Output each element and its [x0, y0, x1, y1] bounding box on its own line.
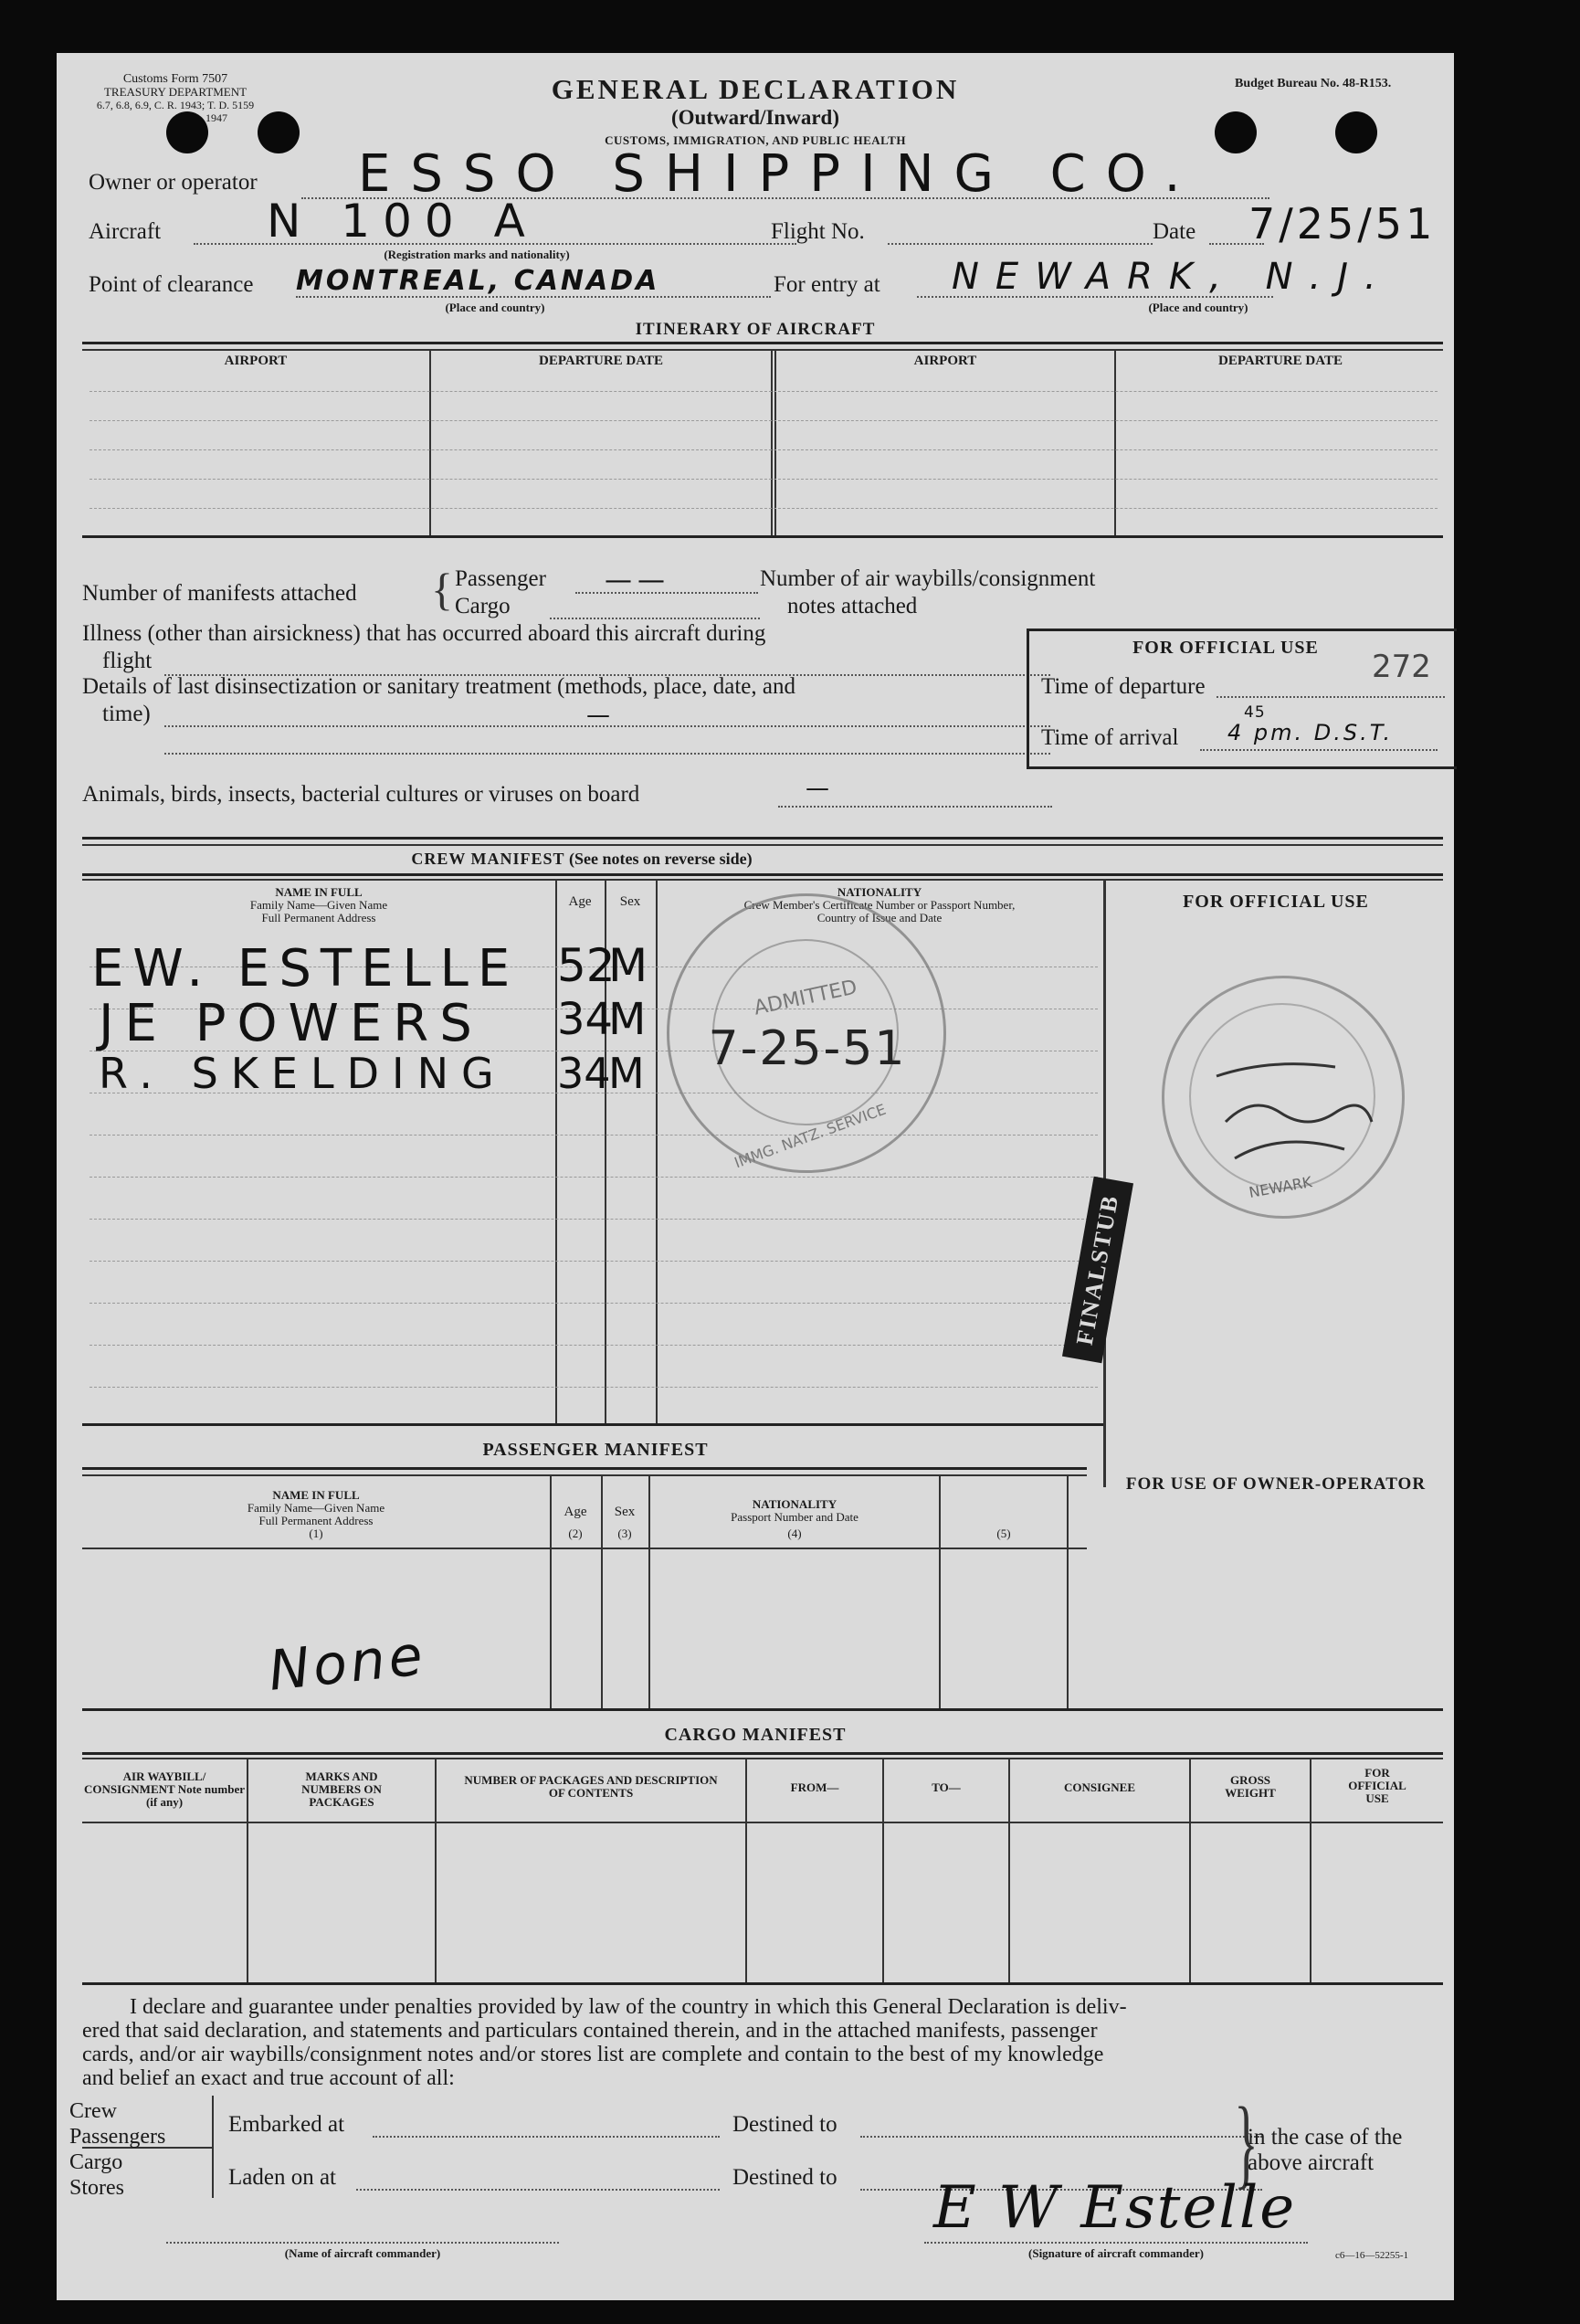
stamp-admitted: ADMITTED: [752, 976, 859, 1020]
passenger-col-nationality: NATIONALITY: [752, 1497, 837, 1511]
commander-signature: E W Estelle: [933, 2174, 1297, 2242]
flight-label: Flight No.: [771, 219, 865, 244]
declaration-line-4: and belief an exact and true account of all:: [82, 2066, 455, 2090]
crew-manifest-note: (See notes on reverse side): [569, 850, 753, 868]
embarked-label: Embarked at: [228, 2112, 345, 2137]
arrival-time-label: Time of arrival: [1041, 725, 1179, 750]
itinerary-header-airport: AIRPORT: [224, 354, 288, 368]
arrival-time-minutes: 45: [1244, 703, 1266, 722]
dash-mark: —: [806, 775, 835, 802]
signature-caption: (Signature of aircraft commander): [1028, 2246, 1204, 2260]
decl-cargo: Cargo: [69, 2150, 123, 2174]
aircraft-label: Aircraft: [89, 219, 162, 244]
declaration-form: [57, 53, 1454, 2300]
punch-hole: [258, 111, 300, 153]
arrival-time-value: 4 pm. D.S.T.: [1227, 720, 1394, 745]
itinerary-title: ITINERARY OF AIRCRAFT: [635, 320, 876, 339]
destined-label-2: Destined to: [732, 2165, 837, 2190]
form-subtitle-2: CUSTOMS, IMMIGRATION, AND PUBLIC HEALTH: [605, 133, 906, 147]
stamp-ring-text: IMMG. NATZ. SERVICE: [732, 1100, 889, 1172]
illness-label: Illness (other than airsickness) that has occurred aboard this aircraft during: [82, 621, 766, 646]
name-caption: (Name of aircraft commander): [284, 2246, 441, 2260]
cargo-col-marks: MARKS AND NUMBERS ON PACKAGES: [301, 1769, 382, 1809]
dash-mark: —: [586, 702, 616, 729]
crew-row-3-age: 34: [557, 1049, 611, 1098]
passenger-col-5-num: (5): [996, 1526, 1011, 1540]
passenger-col-age: Age: [564, 1505, 587, 1519]
disinsect-label-2: time): [102, 702, 151, 726]
crew-row-3-sex: M: [608, 1049, 645, 1098]
crew-row-2-sex: M: [608, 994, 647, 1045]
crew-row-1-name: EW. ESTELLE: [91, 939, 520, 998]
clearance-value: MONTREAL, CANADA: [296, 265, 660, 297]
punch-hole: [1215, 111, 1257, 153]
passenger-col-nationality-num: (4): [787, 1526, 802, 1540]
cargo-label: Cargo: [455, 594, 511, 618]
crew-row-2-age: 34: [557, 994, 614, 1045]
decl-crew: Crew: [69, 2099, 117, 2123]
brace-glyph: {: [431, 564, 453, 615]
form-subtitle: (Outward/Inward): [670, 106, 839, 129]
in-case-label-1: in the case of the: [1248, 2125, 1403, 2150]
crew-title-line: [57, 850, 1107, 869]
brace-glyph: }: [1234, 2086, 1259, 2198]
passenger-col-nationality-sub: Passport Number and Date: [731, 1510, 858, 1524]
waybills-label-2: notes attached: [787, 594, 918, 618]
cargo-col-packages: NUMBER OF PACKAGES AND DESCRIPTION OF CONTENTS: [464, 1773, 718, 1800]
manifests-label: Number of manifests attached: [82, 581, 357, 606]
punch-hole: [1335, 111, 1377, 153]
aircraft-value: N 100 A: [267, 195, 538, 248]
laden-label: Laden on at: [228, 2165, 337, 2190]
passenger-label: Passenger: [455, 566, 546, 591]
vertical-stamp: FINALSTUB: [1062, 1177, 1133, 1364]
stamp-date: 7-25-51: [708, 1021, 907, 1076]
references: 6.7, 6.8, 6.9, C. R. 1943; T. D. 5159: [96, 99, 255, 111]
declaration-line-2: ered that said declaration, and statements and particulars contained therein, and in the attached manifests, passenger: [82, 2019, 1098, 2043]
entry-note: (Place and country): [1148, 301, 1248, 314]
passenger-col-sex: Sex: [614, 1505, 636, 1519]
cargo-manifest-title: CARGO MANIFEST: [664, 1725, 847, 1745]
passenger-col-name-num: (1): [309, 1526, 323, 1540]
passenger-entry: None: [265, 1623, 429, 1704]
clearance-note: (Place and country): [445, 301, 545, 314]
passenger-col-sex-num: (3): [617, 1526, 632, 1540]
declaration-line-1: I declare and guarantee under penalties provided by law of the country in which this General Declaration is deliv-: [130, 1995, 1127, 2019]
animals-label: Animals, birds, insects, bacterial cultures or viruses on board: [82, 782, 640, 807]
owner-operator-use: FOR USE OF OWNER-OPERATOR: [1125, 1474, 1427, 1494]
passenger-col-age-num: (2): [568, 1526, 583, 1540]
crew-col-age: Age: [568, 894, 592, 909]
date-value: 7/25/51: [1248, 199, 1437, 248]
crew-col-name: NAME IN FULL: [275, 885, 363, 899]
crew-official-use: FOR OFFICIAL USE: [1183, 892, 1369, 912]
print-code: c6—16—52255-1: [1334, 2250, 1409, 2261]
destined-label-1: Destined to: [732, 2112, 837, 2137]
cargo-col-to: TO—: [932, 1780, 961, 1794]
declaration-line-3: cards, and/or air waybills/consignment notes and/or stores list are complete and contain to the best of my knowledge: [82, 2043, 1104, 2066]
crew-col-nationality-sub2: Country of Issue and Date: [816, 911, 943, 924]
official-stamp-scribble: [1198, 1021, 1381, 1186]
crew-row-3-name: R. SKELDING: [99, 1049, 507, 1098]
entry-label: For entry at: [774, 272, 880, 297]
form-number: Customs Form 7507: [122, 72, 228, 86]
crew-col-name-sub1: Family Name—Given Name: [249, 898, 388, 912]
aircraft-note: (Registration marks and nationality): [384, 248, 570, 261]
budget-bureau-number: Budget Bureau No. 48-R153.: [1235, 77, 1392, 90]
form-title: GENERAL DECLARATION: [551, 73, 960, 105]
date-label: Date: [1153, 219, 1196, 244]
clearance-label: Point of clearance: [89, 272, 254, 297]
owner-label: Owner or operator: [89, 170, 258, 195]
crew-row-2-name: JE POWERS: [99, 994, 483, 1053]
official-number: 272: [1372, 649, 1431, 685]
official-use-title: FOR OFFICIAL USE: [1132, 638, 1319, 658]
in-case-label-2: above aircraft: [1248, 2150, 1375, 2175]
cargo-col-waybill: AIR WAYBILL/ CONSIGNMENT Note number (if any): [84, 1769, 245, 1809]
cargo-col-from: FROM—: [790, 1780, 839, 1794]
crew-col-sex: Sex: [619, 894, 641, 909]
passenger-manifest-title: PASSENGER MANIFEST: [482, 1440, 709, 1460]
crew-col-nationality-sub1: Crew Member's Certificate Number or Passport Number,: [743, 898, 1016, 912]
dash-mark: ——: [605, 565, 670, 597]
passenger-col-name: NAME IN FULL: [272, 1488, 360, 1502]
passenger-col-name-sub1: Family Name—Given Name: [247, 1501, 385, 1515]
crew-manifest-title: CREW MANIFEST: [411, 850, 565, 868]
cargo-col-official: FOR OFFICIAL USE: [1348, 1766, 1406, 1805]
disinsect-label: Details of last disinsectization or sanitary treatment (methods, place, date, and: [82, 674, 795, 699]
illness-label-2: flight: [102, 649, 153, 673]
entry-value: NEWARK, N.J.: [952, 256, 1393, 298]
official-stamp-text: NEWARK: [1248, 1173, 1313, 1201]
form-year: 1947: [205, 111, 227, 124]
decl-passengers: Passengers: [69, 2125, 166, 2149]
crew-row-1-age: 52: [557, 939, 616, 992]
cargo-col-consignee: CONSIGNEE: [1063, 1780, 1136, 1794]
crew-col-nationality: NATIONALITY: [837, 885, 922, 899]
departure-time-label: Time of departure: [1041, 674, 1206, 699]
waybills-label: Number of air waybills/consignment: [760, 566, 1096, 591]
itinerary-header-airport-2: AIRPORT: [913, 354, 977, 368]
crew-row-1-sex: M: [608, 939, 648, 992]
crew-col-name-sub2: Full Permanent Address: [261, 911, 376, 924]
owner-value: ESSO SHIPPING CO.: [358, 144, 1201, 204]
department: TREASURY DEPARTMENT: [103, 85, 248, 99]
decl-stores: Stores: [69, 2176, 124, 2200]
itinerary-header-departure: DEPARTURE DATE: [538, 354, 663, 368]
cargo-col-weight: GROSS WEIGHT: [1225, 1773, 1276, 1800]
passenger-col-name-sub2: Full Permanent Address: [258, 1514, 374, 1527]
itinerary-header-departure-2: DEPARTURE DATE: [1217, 354, 1343, 368]
